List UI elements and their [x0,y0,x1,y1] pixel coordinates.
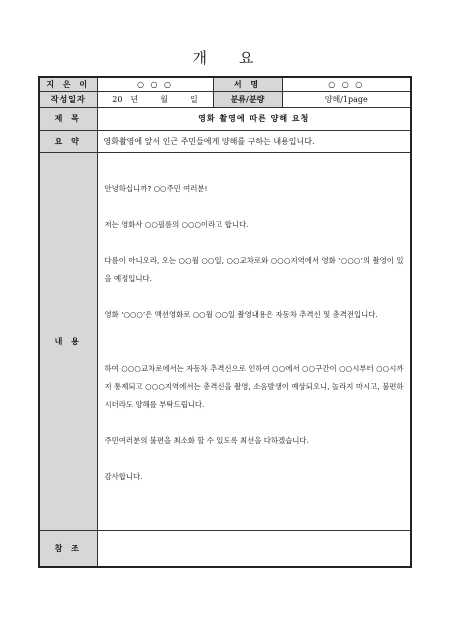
author-row [39,77,411,91]
content-paragraph-2: 저는 영화사 ○○필름의 ○○○이라고 합니다. [104,219,249,229]
content-paragraph-5: 하여 ○○○교차로에서는 자동차 추격신으로 인하여 ○○에서 ○○구간이 ○○시부터 ○○시까지 통제되고 ○○○지역에서는 총격신을 촬영, 소음발생이 예상되오니, 놀라지 마시고, 불편하시더라도 양해를 부탁드립니다. [104,363,404,409]
content-paragraph-6: 주민여러분의 불편을 최소화 할 수 있도록 최선을 다하겠습니다. [104,435,309,445]
date-day-unit: 일 [189,94,198,104]
page-title [0,47,450,68]
content-paragraph-7: 감사합니다. [104,471,143,481]
content-label: 내 용 [39,152,97,530]
overview-form-table [38,76,412,568]
content-paragraph-4: 영화 ‘○○○’은 액션영화로 ○○월 ○○일 촬영내용은 자동차 추격신 및 총격전입니다. [104,309,378,319]
date-value[interactable] [97,91,213,107]
date-year-unit: 년 [130,94,139,104]
summary-row [39,130,411,152]
date-row [39,91,411,107]
page-title-char-2: 요 [239,49,258,67]
date-label: 작성일자 [39,91,97,107]
subject-row [39,107,411,130]
page-title-char-1: 개 [192,49,211,67]
signature-value[interactable]: ○ ○ ○ [282,77,411,91]
content-paragraph-1: 안녕하십니까? ○○주민 여러분! [104,183,208,193]
author-value[interactable]: ○ ○ ○ [97,77,213,91]
subject-value[interactable]: 영화 촬영에 따른 양해 요청 [97,107,411,130]
category-value[interactable]: 양해/1page [282,91,411,107]
date-year: 20 [112,94,123,104]
summary-value[interactable]: 영화촬영에 앞서 인근 주민들에게 양해를 구하는 내용입니다. [97,130,411,152]
content-paragraph-3: 다름이 아니오라, 오는 ○○월 ○○일, ○○교차로와 ○○○지역에서 영화 ‘○○○’의 촬영이 있을 예정입니다. [104,255,404,283]
summary-label: 요 약 [39,130,97,152]
subject-label: 제 목 [39,107,97,130]
date-month-unit: 월 [160,94,168,104]
content-row [39,152,411,530]
reference-value[interactable] [97,530,411,567]
category-label: 분류/분량 [213,91,282,107]
content-body[interactable] [97,152,411,530]
author-label: 지 은 이 [39,77,97,91]
reference-label: 참 조 [39,530,97,567]
reference-row [39,530,411,567]
signature-label: 서 명 [213,77,282,91]
